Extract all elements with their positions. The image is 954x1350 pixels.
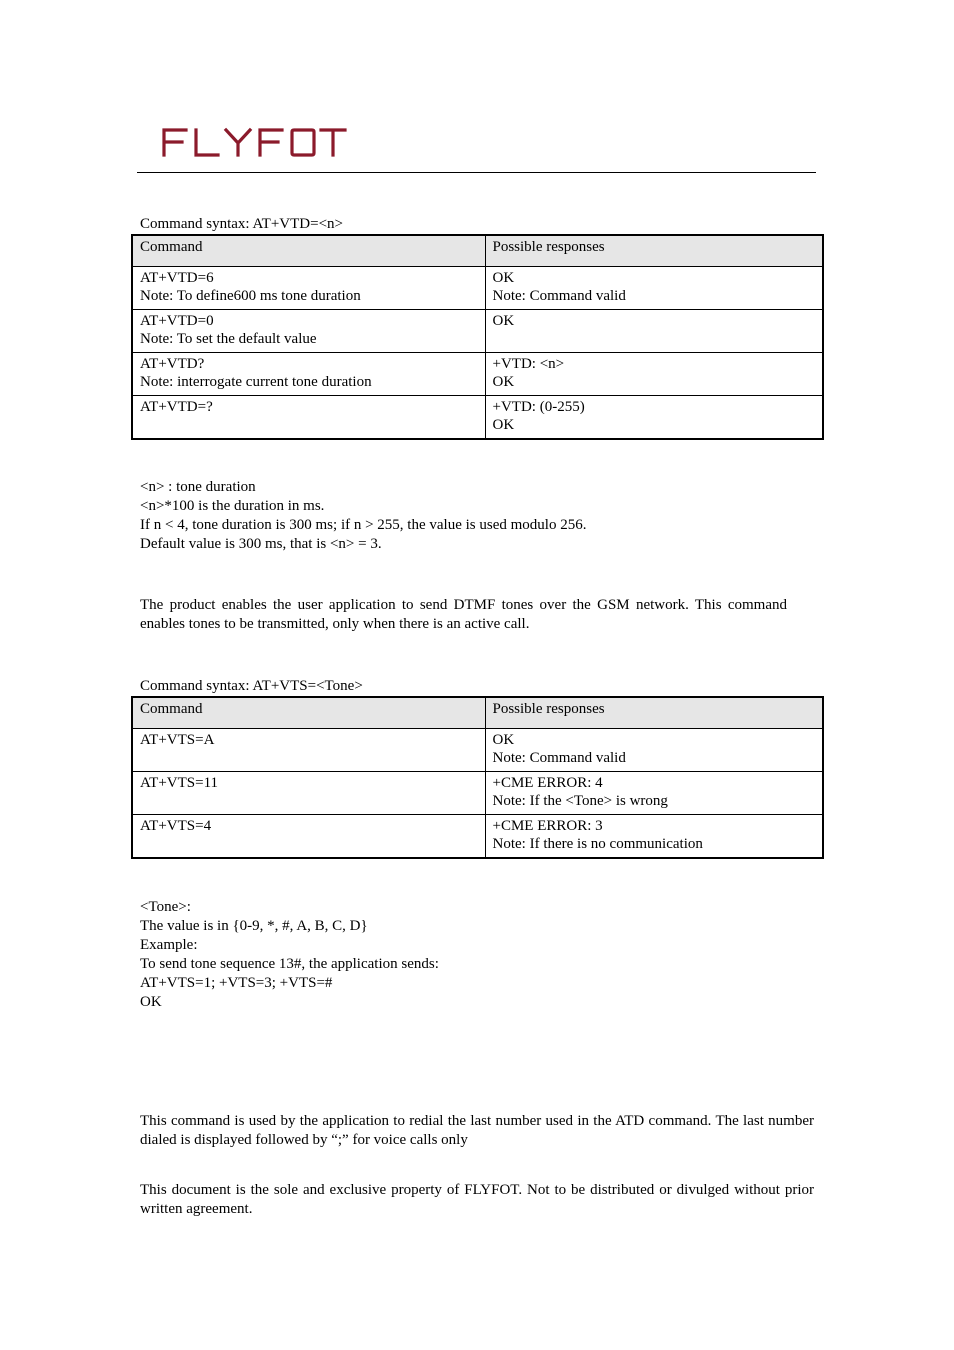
command-cell	[132, 729, 485, 772]
command-text: AT+VTD=0	[140, 313, 214, 329]
table-row	[132, 310, 823, 353]
flyfot-logo	[160, 124, 350, 158]
param-line: AT+VTS=1; +VTS=3; +VTS=#	[140, 975, 333, 991]
column-header-responses: Possible responses	[485, 697, 823, 729]
response-cell	[485, 772, 823, 815]
response-text: +VTD: (0-255)	[492, 399, 585, 415]
header-rule	[137, 172, 816, 173]
response-cell	[485, 815, 823, 859]
vts-command-table	[131, 696, 824, 859]
response-text: OK	[492, 732, 515, 748]
column-header-responses: Possible responses	[485, 235, 823, 267]
vtd-syntax: Command syntax: AT+VTD=<n>	[140, 216, 343, 232]
table-row	[132, 815, 823, 859]
response-text: OK	[492, 374, 515, 390]
command-text: AT+VTS=A	[140, 732, 215, 748]
vts-parameter-description	[140, 898, 439, 1012]
response-cell	[485, 729, 823, 772]
table-header-row	[132, 235, 823, 267]
table-row	[132, 772, 823, 815]
table-row	[132, 353, 823, 396]
command-text: AT+VTS=11	[140, 775, 219, 791]
param-line: The value is in {0-9, *, #, A, B, C, D}	[140, 918, 368, 934]
param-line: If n < 4, tone duration is 300 ms; if n > 255, the value is used modulo 256.	[140, 517, 587, 533]
vts-description: The product enables the user application to send DTMF tones over the GSM network. This command enables tones to be transmitted, only when there is an active call.	[140, 597, 787, 632]
command-text: AT+VTS=4	[140, 818, 212, 834]
param-line: <n> : tone duration	[140, 479, 256, 495]
command-note: Note: To set the default value	[140, 331, 317, 347]
vtd-command-table	[131, 234, 824, 440]
command-cell	[132, 267, 485, 310]
param-line: To send tone sequence 13#, the application sends:	[140, 956, 439, 972]
response-cell	[485, 396, 823, 440]
param-line: OK	[140, 994, 162, 1010]
param-line: <n>*100 is the duration in ms.	[140, 498, 325, 514]
response-text: OK	[492, 417, 515, 433]
confidentiality-notice: This document is the sole and exclusive property of FLYFOT. Not to be distributed or divulged without prior written agreement.	[140, 1182, 814, 1217]
vts-syntax: Command syntax: AT+VTS=<Tone>	[140, 678, 363, 694]
response-text: OK	[492, 270, 515, 286]
response-note: Note: If the <Tone> is wrong	[492, 793, 668, 809]
response-note: Note: If there is no communication	[492, 836, 703, 852]
response-text: +VTD: <n>	[492, 356, 565, 372]
response-cell	[485, 353, 823, 396]
column-header-command: Command	[132, 235, 485, 267]
command-note: Note: interrogate current tone duration	[140, 374, 372, 390]
vtd-parameter-description	[140, 478, 586, 554]
command-note: Note: To define600 ms tone duration	[140, 288, 361, 304]
response-note: Note: Command valid	[492, 750, 626, 766]
table-row	[132, 396, 823, 440]
redial-description: This command is used by the application to redial the last number used in the ATD command. The last number dialed is displayed followed by “;” for voice calls only	[140, 1113, 814, 1148]
param-line: <Tone>:	[140, 899, 191, 915]
table-row	[132, 729, 823, 772]
response-cell	[485, 267, 823, 310]
response-cell	[485, 310, 823, 353]
command-cell	[132, 815, 485, 859]
command-text: AT+VTD=6	[140, 270, 214, 286]
table-row	[132, 267, 823, 310]
command-text: AT+VTD=?	[140, 399, 213, 415]
command-cell	[132, 396, 485, 440]
param-line: Example:	[140, 937, 198, 953]
command-cell	[132, 772, 485, 815]
command-cell	[132, 353, 485, 396]
table-header-row	[132, 697, 823, 729]
command-cell	[132, 310, 485, 353]
param-line: Default value is 300 ms, that is <n> = 3.	[140, 536, 382, 552]
response-text: +CME ERROR: 4	[492, 775, 603, 791]
response-text: +CME ERROR: 3	[492, 818, 603, 834]
column-header-command: Command	[132, 697, 485, 729]
response-note: Note: Command valid	[492, 288, 626, 304]
response-text: OK	[492, 313, 515, 329]
command-text: AT+VTD?	[140, 356, 205, 372]
